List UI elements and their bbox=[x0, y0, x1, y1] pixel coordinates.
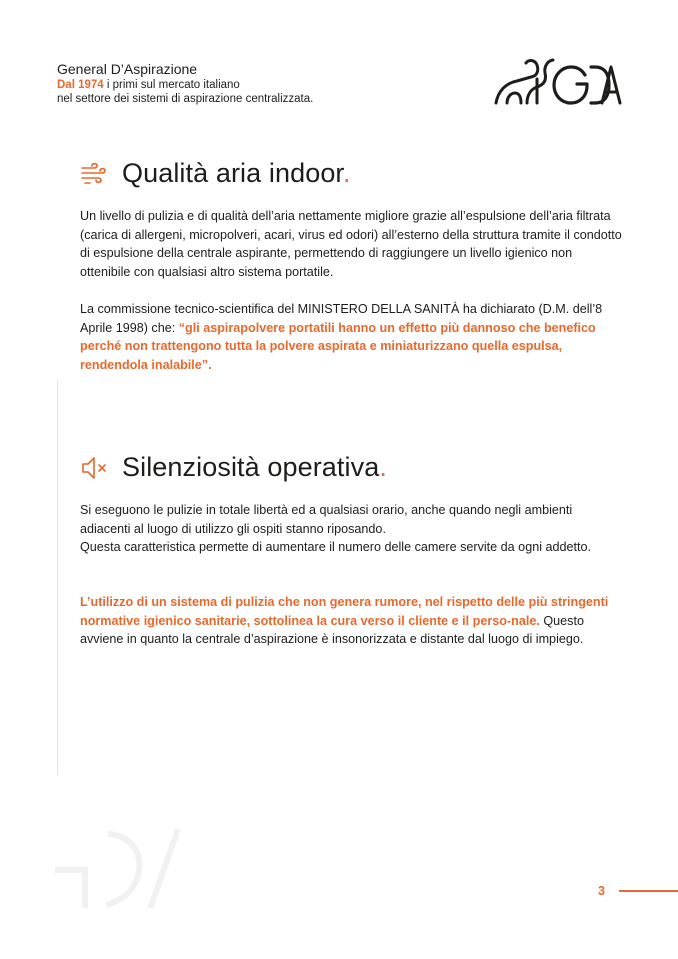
section-air-quality-title bbox=[80, 158, 351, 189]
section-silence-heading: Silenziosità operativa. bbox=[122, 452, 387, 482]
silence-paragraph-2 bbox=[80, 593, 625, 649]
section-air-quality-heading: Qualità aria indoor. bbox=[122, 158, 351, 188]
air-quality-paragraph-1: Un livello di pulizia e di qualità dell’aria nettamente migliore grazie all’espulsione dell’aria filtrata (carica di allergeni, micropolveri, acari, virus ed odori) all’esterno della struttura tramite il condotto di espulsione della centrale aspirante, permettendo di raggiungere un livello igienico non ottenibile con qualsiasi altro sistema portatile. bbox=[80, 209, 622, 279]
tagline-line1: i primi sul mercato italiano bbox=[103, 79, 240, 91]
silence-text-3: Questo avviene in quanto la centrale d’aspirazione è insonorizzata e distante dal luogo di impiego. bbox=[80, 613, 584, 647]
air-quality-paragraph-2 bbox=[80, 300, 625, 374]
silence-text-2: Questa caratteristica permette di aumentare il numero delle camere servite da ogni addetto. bbox=[80, 540, 592, 555]
section-silence-title bbox=[80, 452, 387, 483]
speaker-mute-icon bbox=[80, 455, 108, 481]
page-header bbox=[57, 61, 313, 106]
air-wind-icon bbox=[80, 161, 108, 187]
ministry-quote: “gli aspirapolvere portatili hanno un effetto più dannoso che benefico perché non trattengono tutta la polvere aspirata e miniaturizzano quella espulsa, rendendola inalabile”. bbox=[80, 320, 596, 372]
gda-watermark bbox=[55, 828, 185, 908]
company-name: General D’Aspirazione bbox=[57, 61, 198, 77]
tagline-highlight: Dal 1974 bbox=[57, 79, 104, 91]
gda-logo bbox=[493, 55, 623, 110]
page-number-line bbox=[619, 890, 678, 892]
left-divider bbox=[57, 380, 58, 775]
ministry-statement: La commissione tecnico-scientifica del MINISTERO DELLA SANITÀ ha dichiarato (D.M. dell’8 Aprile 1998) che: bbox=[80, 302, 603, 335]
silence-highlight: L’utilizzo di un sistema di pulizia che non genera rumore, nel rispetto delle più stringenti normative igienico sanitarie, sottolinea la cura verso il cliente e il perso-nale. bbox=[80, 595, 609, 628]
silence-text-1: Si eseguono le pulizie in totale libertà ed a qualsiasi orario, anche quando negli ambienti adiacenti al luogo di utilizzo gli ospiti stanno riposando. bbox=[80, 503, 573, 536]
page-number: 3 bbox=[598, 884, 605, 898]
silence-paragraph-1 bbox=[80, 501, 625, 557]
tagline-line2: nel settore dei sistemi di aspirazione centralizzata. bbox=[57, 93, 314, 105]
tagline bbox=[57, 78, 313, 106]
